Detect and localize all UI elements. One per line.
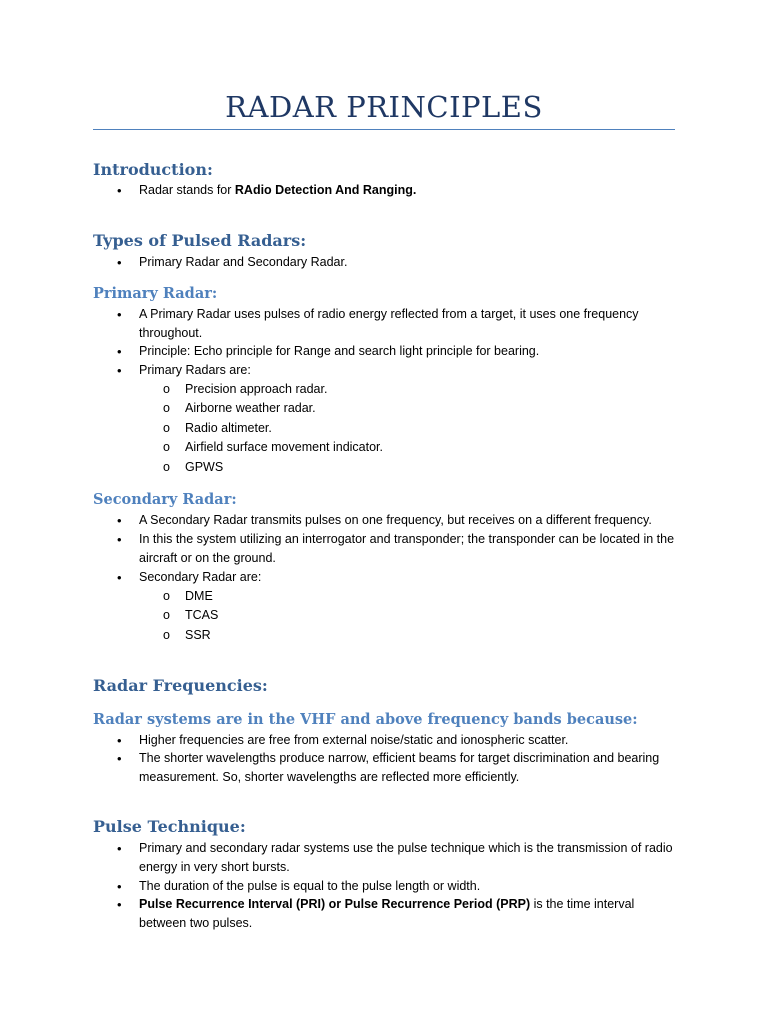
pulse-heading: Pulse Technique: (93, 817, 246, 836)
frequencies-item-2: • The shorter wavelengths produce narrow, efficient beams for target discrimination and bearing measurement. So, shorter wavelengths are reflected more efficiently. (139, 749, 679, 787)
primary-subitem: o Airborne weather radar. (185, 399, 316, 418)
pulse-item-3 (139, 895, 679, 933)
primary-subitem: o Precision approach radar. (185, 380, 327, 399)
secondary-radar-heading: Secondary Radar: (93, 491, 237, 508)
pulse-item-2: • The duration of the pulse is equal to the pulse length or width. (139, 877, 679, 896)
primary-subitem: o GPWS (185, 458, 223, 477)
secondary-item-1: • A Secondary Radar transmits pulses on one frequency, but receives on a different frequency. (139, 511, 679, 530)
secondary-subitem: o TCAS (185, 606, 218, 625)
frequencies-heading: Radar Frequencies: (93, 676, 268, 695)
primary-item-1: • A Primary Radar uses pulses of radio energy reflected from a target, it uses one frequency throughout. (139, 305, 679, 343)
secondary-subitem: o DME (185, 587, 213, 606)
pulse-item-3-text: is the time interval between two pulses. (139, 897, 635, 930)
title-underline (93, 129, 675, 130)
introduction-item-text: Radar stands for (139, 183, 235, 197)
radar-acronym-text: RAdio Detection And Ranging. (234, 183, 417, 197)
document-title: RADAR PRINCIPLES (225, 90, 543, 124)
frequencies-subheading: Radar systems are in the VHF and above frequency bands because: (93, 711, 638, 728)
primary-subitem: o Airfield surface movement indicator. (185, 438, 383, 457)
types-heading: Types of Pulsed Radars: (93, 231, 307, 250)
secondary-item-3: • Secondary Radar are: (139, 568, 679, 587)
introduction-item (139, 181, 679, 200)
pulse-item-1: • Primary and secondary radar systems use the pulse technique which is the transmission of radio energy in very short bursts. (139, 839, 679, 877)
primary-radar-heading: Primary Radar: (93, 285, 218, 302)
primary-item-2: • Principle: Echo principle for Range and search light principle for bearing. (139, 342, 679, 361)
primary-subitem: o Radio altimeter. (185, 419, 272, 438)
pri-prp-term: Pulse Recurrence Interval (PRI) or Pulse Recurrence Period (PRP) (139, 897, 531, 911)
types-item: • Primary Radar and Secondary Radar. (139, 253, 679, 272)
frequencies-item-1: • Higher frequencies are free from external noise/static and ionospheric scatter. (139, 731, 679, 750)
secondary-subitem: o SSR (185, 626, 211, 645)
primary-item-3: • Primary Radars are: (139, 361, 679, 380)
secondary-item-2: • In this the system utilizing an interrogator and transponder; the transponder can be located in the aircraft or on the ground. (139, 530, 679, 568)
introduction-heading: Introduction: (93, 160, 213, 179)
